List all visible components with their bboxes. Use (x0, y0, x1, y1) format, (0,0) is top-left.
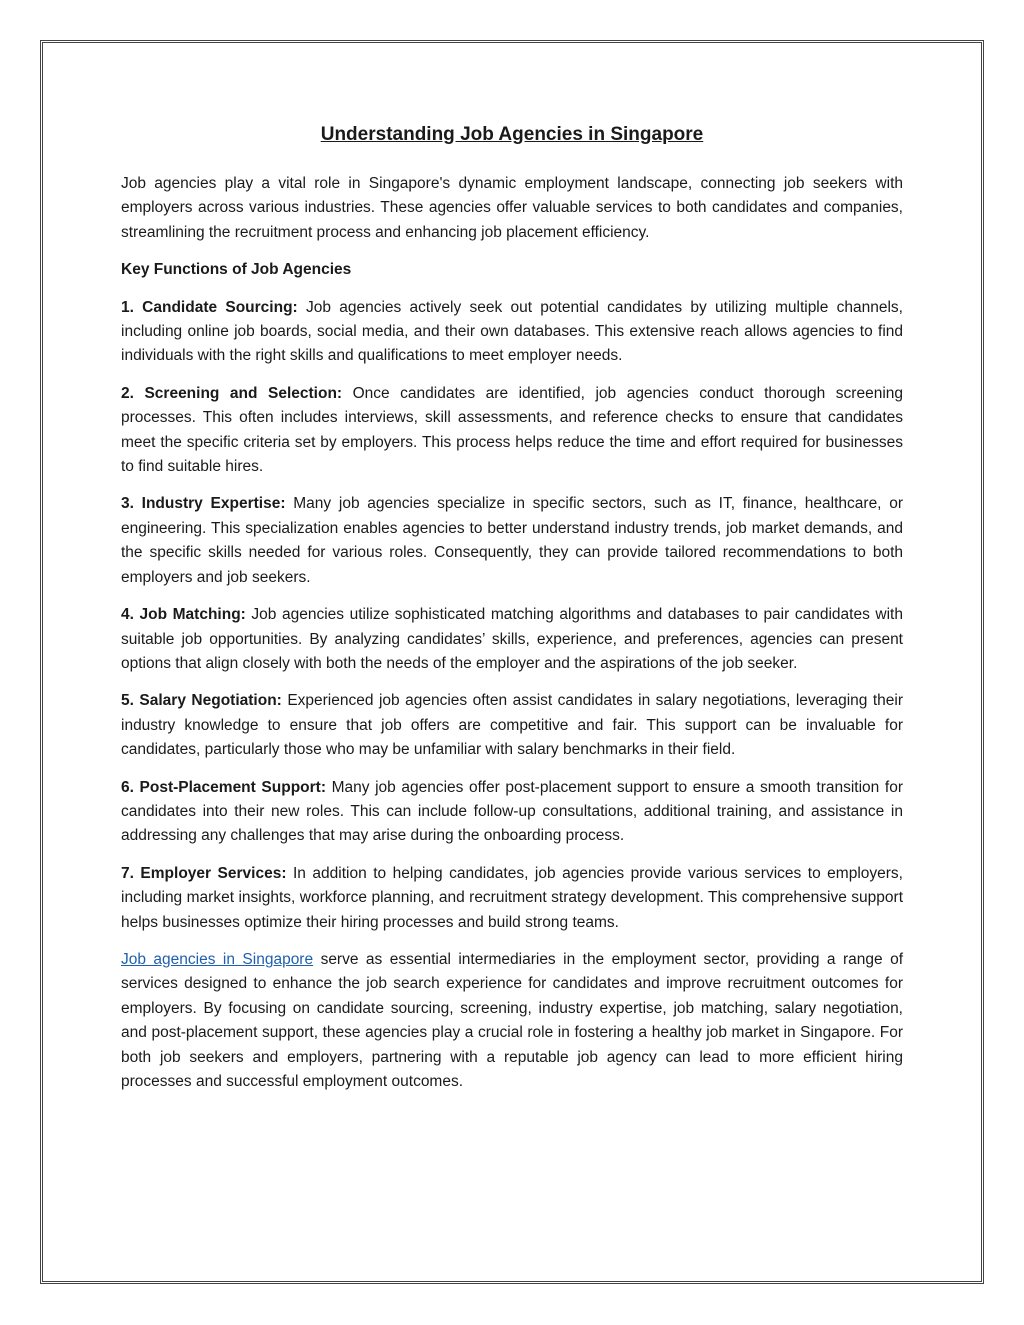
function-item-text: Many job agencies specialize in specific sectors, such as IT, finance, healthcare, or engineering. This specialization enables agencies to better understand industry trends, job market demands, and the specific skills needed for various roles. Consequently, they can provide tailored recommendations to both employers and job seekers. (121, 495, 904, 586)
function-item-label: 2. Screening and Selection: (121, 384, 343, 402)
function-item-text: Once candidates are identified, job agencies conduct thorough screening processes. This often includes interviews, skill assessments, and reference checks to ensure that candidates meet the specific criteria set by employers. This process helps reduce the time and effort required for businesses to find suitable hires. (121, 384, 903, 476)
function-item-text: In addition to helping candidates, job agencies provide various services to employers, including market insights, workforce planning, and recruitment strategy development. This comprehensive support helps businesses optimize their hiring processes and build strong teams. (121, 864, 903, 931)
conclusion-paragraph (121, 948, 903, 1094)
section-heading: Key Functions of Job Agencies (121, 261, 352, 279)
conclusion-text: serve as essential intermediaries in the employment sector, providing a range of services designed to enhance the job search experience for candidates and improve recruitment outcomes for employers. By focusing on candidate sourcing, screening, industry expertise, job matching, salary negotiation, and post-placement support, these agencies play a crucial role in fostering a healthy job market in Singapore. For both job seekers and employers, partnering with a reputable job agency can lead to more efficient hiring processes and successful employment outcomes. (121, 950, 904, 1090)
function-item-industry-expertise (121, 492, 903, 590)
function-item-text: Job agencies actively seek out potential candidates by utilizing multiple channels, including online job boards, social media, and their own databases. This extensive reach allows agencies to find individuals with the right skills and qualifications to meet employer needs. (121, 298, 903, 365)
function-item-candidate-sourcing (121, 296, 903, 369)
function-item-job-matching (121, 603, 903, 676)
function-item-screening-selection (121, 382, 903, 480)
function-item-salary-negotiation (121, 689, 903, 762)
document-title: Understanding Job Agencies in Singapore (320, 124, 704, 145)
function-item-label: 3. Industry Expertise: (121, 495, 286, 513)
function-item-text: Experienced job agencies often assist candidates in salary negotiations, leveraging their industry knowledge to ensure that job offers are competitive and fair. This support can be invaluable for candidates, particularly those who may be unfamiliar with salary benchmarks in their field. (121, 692, 904, 759)
function-item-text: Many job agencies offer post-placement support to ensure a smooth transition for candidates into their new roles. This can include follow-up consultations, additional training, and assistance in addressing any challenges that may arise during the onboarding process. (121, 778, 903, 845)
function-item-employer-services (121, 862, 903, 935)
document-body (121, 122, 903, 1107)
function-item-label: 4. Job Matching: (121, 606, 246, 624)
function-item-text: Job agencies utilize sophisticated matching algorithms and databases to pair candidates with suitable job opportunities. By analyzing candidates’ skills, experience, and preferences, agencies can present options that align closely with both the needs of the employer and the aspirations of the job seeker. (121, 606, 903, 672)
function-item-label: 7. Employer Services: (121, 864, 287, 882)
function-item-label: 6. Post-Placement Support: (121, 778, 326, 796)
function-item-label: 1. Candidate Sourcing: (121, 298, 298, 316)
job-agencies-link[interactable]: Job agencies in Singapore (121, 950, 314, 968)
intro-paragraph: Job agencies play a vital role in Singapore's dynamic employment landscape, connecting job seekers with employers across various industries. These agencies offer valuable services to both candidates and companies, streamlining the recruitment process and enhancing job placement efficiency. (121, 175, 903, 241)
function-item-label: 5. Salary Negotiation: (121, 692, 282, 710)
function-item-post-placement-support (121, 776, 903, 849)
